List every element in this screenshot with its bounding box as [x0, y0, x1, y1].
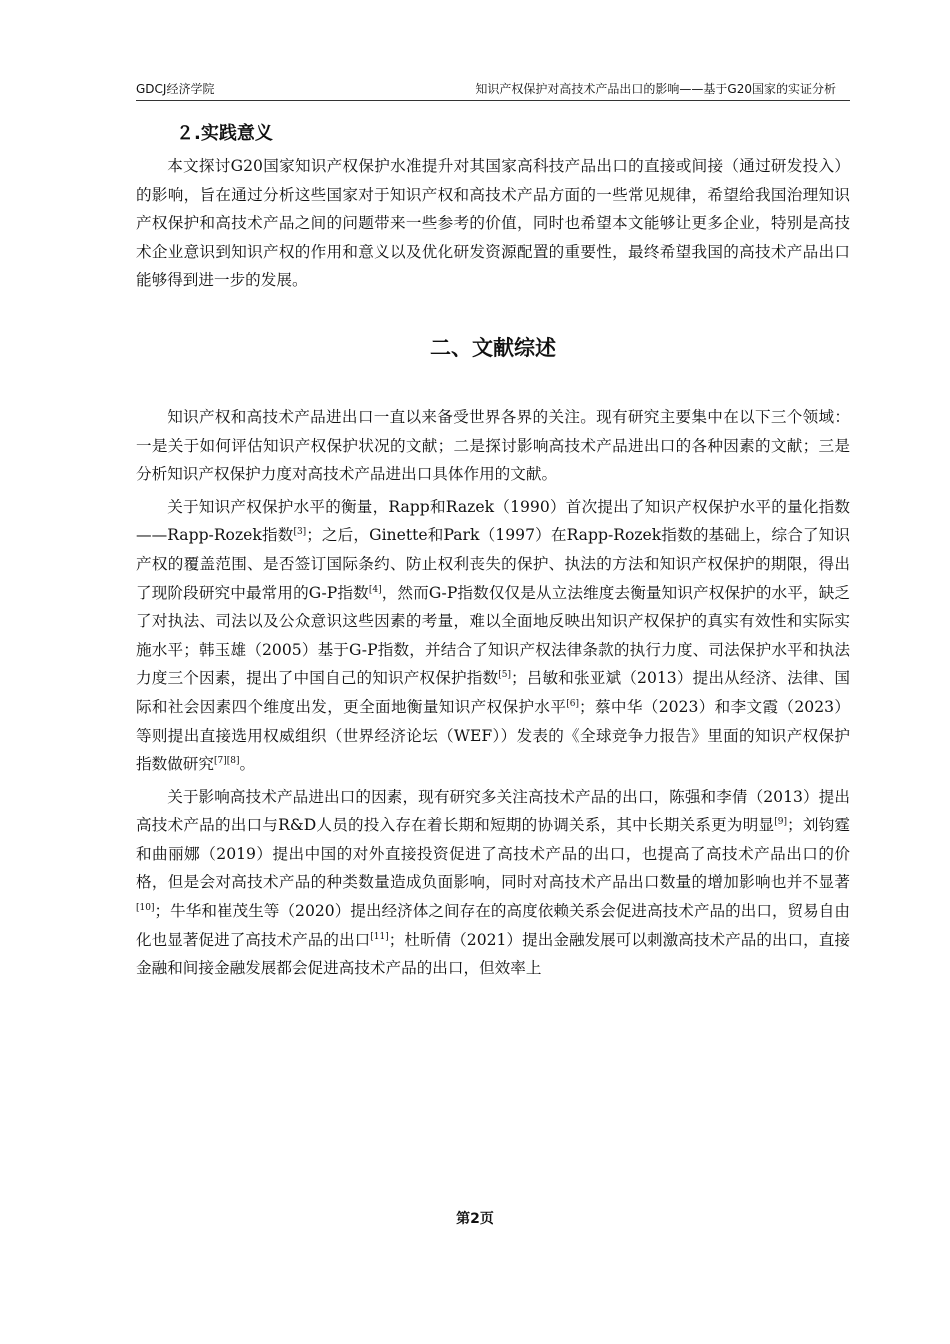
text-segment: ；牛华和崔茂生等（2020）提出经济体之间存在的高度依赖关系会促进高技术产品的出口，贸易自由化也显著促进了高技术产品的出口 [136, 902, 850, 949]
page-number: 第2页 [456, 1211, 494, 1227]
page-header [136, 78, 850, 101]
text-segment: ；蔡中华（2023）和李文霞（2023）等则提出直接选用权威组织（世界经济论坛（WEF））发表的《全球竞争力报告》里面的知识产权保护指数做研究 [136, 697, 850, 774]
header-institution: GDCJ经济学院 [136, 82, 215, 96]
citation-ref[interactable]: [5] [498, 670, 512, 681]
page-body [136, 116, 850, 983]
section-heading-practical: ２.实践意义 [176, 123, 273, 144]
text-segment: ，然而G-P指数仅仅是从立法维度去衡量知识产权保护的水平，缺乏了对执法、司法以及公众意识这些因素的考量，难以全面地反映出知识产权保护的真实有效性和实际实施水平；韩玉雄（2005）基于G-P指数，并结合了知识产权法律条款的执行力度、司法保护水平和执法力度三个因素，提出了中国自己的知识产权保护指数 [136, 583, 850, 688]
citation-ref[interactable]: [7] [213, 756, 227, 767]
text-segment: 。 [239, 755, 256, 774]
text-segment: 关于影响高技术产品进出口的因素，现有研究多关注高技术产品的出口，陈强和李倩（2013）提出高技术产品的出口与R&D人员的投入存在着长期和短期的协调关系，其中长期关系更为明显 [136, 787, 850, 835]
paragraph-ipr-measurement [136, 493, 850, 779]
paragraph-practical: 本文探讨G20国家知识产权保护水准提升对其国家高科技产品出口的直接或间接（通过研发投入）的影响，旨在通过分析这些国家对于知识产权和高技术产品方面的一些常见规律，希望给我国治理知识产权保护和高技术产品之间的问题带来一些参考的价值，同时也希望本文能够让更多企业，特别是高技术企业意识到知识产权的作用和意义以及优化研发资源配置的重要性，最终希望我国的高技术产品出口能够得到进一步的发展。 [136, 157, 850, 290]
citation-ref[interactable]: [6] [566, 698, 580, 709]
text-segment: ；吕敏和张亚斌（2013）提出从经济、法律、国际和社会因素四个维度出发，更全面地衡量知识产权保护水平 [136, 669, 850, 716]
citation-ref[interactable]: [3] [293, 527, 307, 538]
citation-ref[interactable]: [10] [136, 903, 155, 914]
text-segment: ；杜昕倩（2021）提出金融发展可以刺激高技术产品的出口，直接金融和间接金融发展都会促进高技术产品的出口，但效率上 [136, 930, 850, 978]
text-segment: ；之后，Ginette和Park（1997）在Rapp-Rozek指数的基础上，综合了知识产权的覆盖范围、是否签订国际条约、防止权利丧失的保护、执法的方法和知识产权保护的期限，得出了现阶段研究中最常用的G-P指数 [136, 526, 850, 602]
citation-ref[interactable]: [11] [370, 931, 389, 942]
text-segment: ；刘钧霆和曲丽娜（2019）提出中国的对外直接投资促进了高技术产品的出口，也提高了高技术产品出口的价格，但是会对高技术产品的种类数量造成负面影响，同时对高技术产品出口数量的增加影响也并不显著 [136, 816, 850, 892]
text-segment: 关于知识产权保护水平的衡量，Rapp和Razek（1990）首次提出了知识产权保护水平的量化指数——Rapp-Rozek指数 [136, 497, 850, 545]
header-paper-title: 知识产权保护对高技术产品出口的影响——基于G20国家的实证分析 [475, 82, 836, 96]
citation-ref[interactable]: [4] [368, 584, 382, 595]
paragraph-export-factors [136, 783, 850, 983]
chapter-title: 二、文献综述 [430, 335, 556, 360]
paragraph-intro: 知识产权和高技术产品进出口一直以来备受世界各界的关注。现有研究主要集中在以下三个领域：一是关于如何评估知识产权保护状况的文献；二是探讨影响高技术产品进出口的各种因素的文献；三是分析知识产权保护力度对高技术产品进出口具体作用的文献。 [136, 407, 850, 484]
citation-ref[interactable]: [8] [226, 756, 240, 767]
citation-ref[interactable]: [9] [774, 817, 788, 828]
